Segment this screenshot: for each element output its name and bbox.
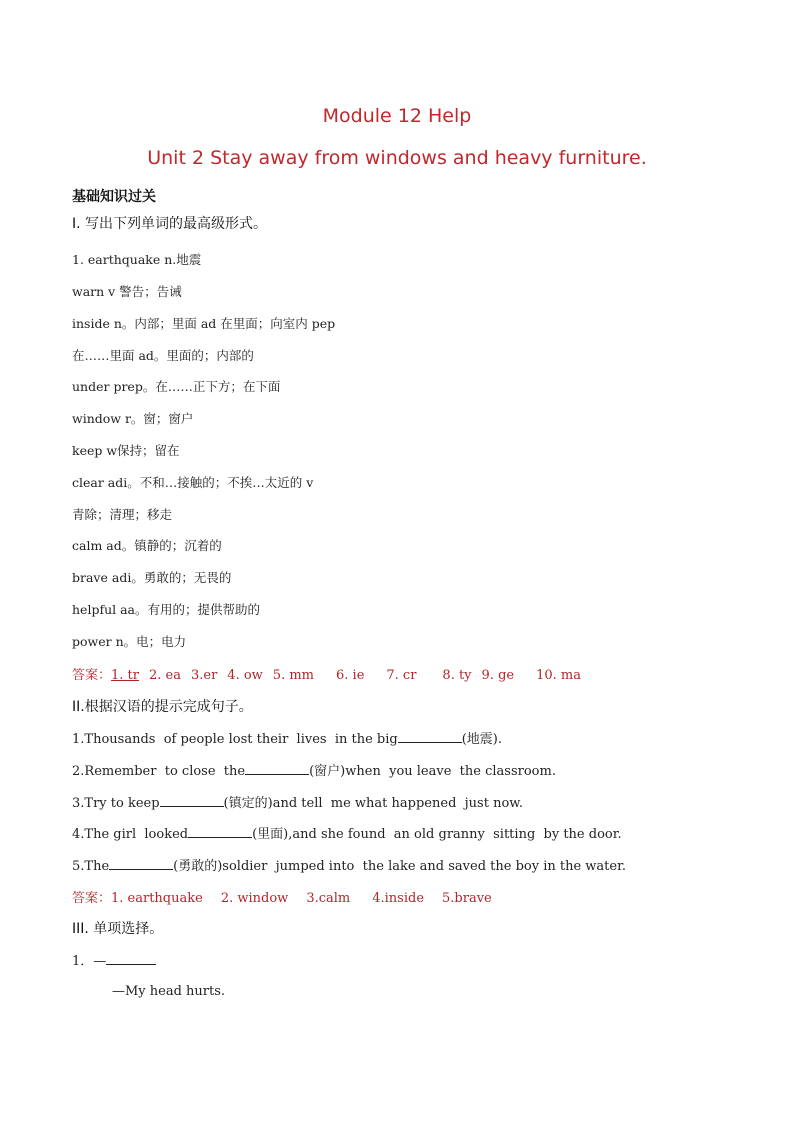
section2-heading: II.根据汉语的提示完成句子。 xyxy=(72,699,253,715)
vocab-line: power n。电；电力 xyxy=(72,634,187,649)
answer-item: 6. ie xyxy=(336,668,365,683)
answer-blank xyxy=(109,857,173,870)
sentence-item xyxy=(72,823,622,842)
question-number: 1．— xyxy=(72,954,107,969)
vocab-line: 1. earthquake n.地震 xyxy=(72,252,202,267)
question-1-reply: —My head hurts. xyxy=(112,984,226,999)
answer-label: 答案： xyxy=(72,668,112,683)
sentence-hint: (勇敢的) xyxy=(173,859,223,874)
answer-blank xyxy=(106,952,156,965)
sentence-item xyxy=(72,760,556,779)
answer-item: 4.inside xyxy=(372,891,425,906)
section-basic-heading: 基础知识过关 xyxy=(72,189,156,205)
section1-heading: I. 写出下列单词的最高级形式。 xyxy=(72,216,268,232)
sentence-hint: (镇定的) xyxy=(223,796,273,811)
answer-item: 1. tr xyxy=(111,668,139,683)
answer-blank xyxy=(160,794,224,807)
answer-item: 7. cr xyxy=(386,668,417,683)
sentence-text: 3.Try to keep xyxy=(72,796,160,811)
vocab-line: 青除；清理；移走 xyxy=(72,507,173,522)
question-1 xyxy=(72,950,156,969)
vocab-line: helpful aa。有用的；提供帮助的 xyxy=(72,602,261,617)
answer-item: 2. window xyxy=(220,891,289,906)
vocab-line: inside n。内部；里面 ad 在里面；向室内 pep xyxy=(72,316,336,331)
sentence-item xyxy=(72,728,502,747)
vocab-line: under prep。在……正下方；在下面 xyxy=(72,379,281,394)
section3-heading: III. 单项选择。 xyxy=(72,921,164,937)
answer-item: 8. ty xyxy=(442,668,472,683)
vocab-line: window r。窗；窗户 xyxy=(72,411,194,426)
answer-item: 4. ow xyxy=(227,668,263,683)
answers-section2 xyxy=(72,887,492,906)
vocab-line: keep w保持；留在 xyxy=(72,443,180,458)
sentence-text: and tell me what happened just now. xyxy=(272,796,523,811)
vocab-line: 在……里面 ad。里面的；内部的 xyxy=(72,348,254,363)
sentence-item xyxy=(72,855,626,874)
sentence-text: 4.The girl looked xyxy=(72,827,189,842)
page-title: Module 12 Help xyxy=(322,105,472,127)
sentence-text: 2.Remember to close the xyxy=(72,764,246,779)
answer-item: 1. earthquake xyxy=(111,891,203,906)
answers-section1 xyxy=(72,664,581,683)
answer-item: 3.calm xyxy=(306,891,351,906)
sentence-hint: (地震). xyxy=(461,732,503,747)
sentence-item xyxy=(72,792,523,811)
answer-item: 9. ge xyxy=(481,668,515,683)
sentence-hint: (窗户) xyxy=(309,764,346,779)
vocab-line: warn v 警告；告诫 xyxy=(72,284,182,299)
answer-item: 3.er xyxy=(190,668,218,683)
answer-label: 答案： xyxy=(72,891,112,906)
vocab-line: clear adi。不和…接触的；不挨…太近的 v xyxy=(72,475,314,490)
answer-blank xyxy=(245,762,309,775)
sentence-text: ,and she found an old granny sitting by the door. xyxy=(288,827,622,842)
sentence-text: 5.The xyxy=(72,859,110,874)
page-subtitle: Unit 2 Stay away from windows and heavy furniture. xyxy=(147,147,647,169)
sentence-text: when you leave the classroom. xyxy=(345,764,556,779)
answer-item: 2. ea xyxy=(149,668,181,683)
answer-item: 10. ma xyxy=(536,668,581,683)
answer-blank xyxy=(398,730,462,743)
vocab-line: brave adi。勇敢的；无畏的 xyxy=(72,570,232,585)
sentence-text: soldier jumped into the lake and saved the boy in the water. xyxy=(222,859,627,874)
vocab-line: calm ad。镇静的；沉着的 xyxy=(72,538,222,553)
answer-item: 5. mm xyxy=(272,668,314,683)
answer-item: 5.brave xyxy=(442,891,492,906)
sentence-text: 1.Thousands of people lost their lives in the big xyxy=(72,732,398,747)
sentence-hint: (里面) xyxy=(252,827,289,842)
answer-blank xyxy=(188,825,252,838)
